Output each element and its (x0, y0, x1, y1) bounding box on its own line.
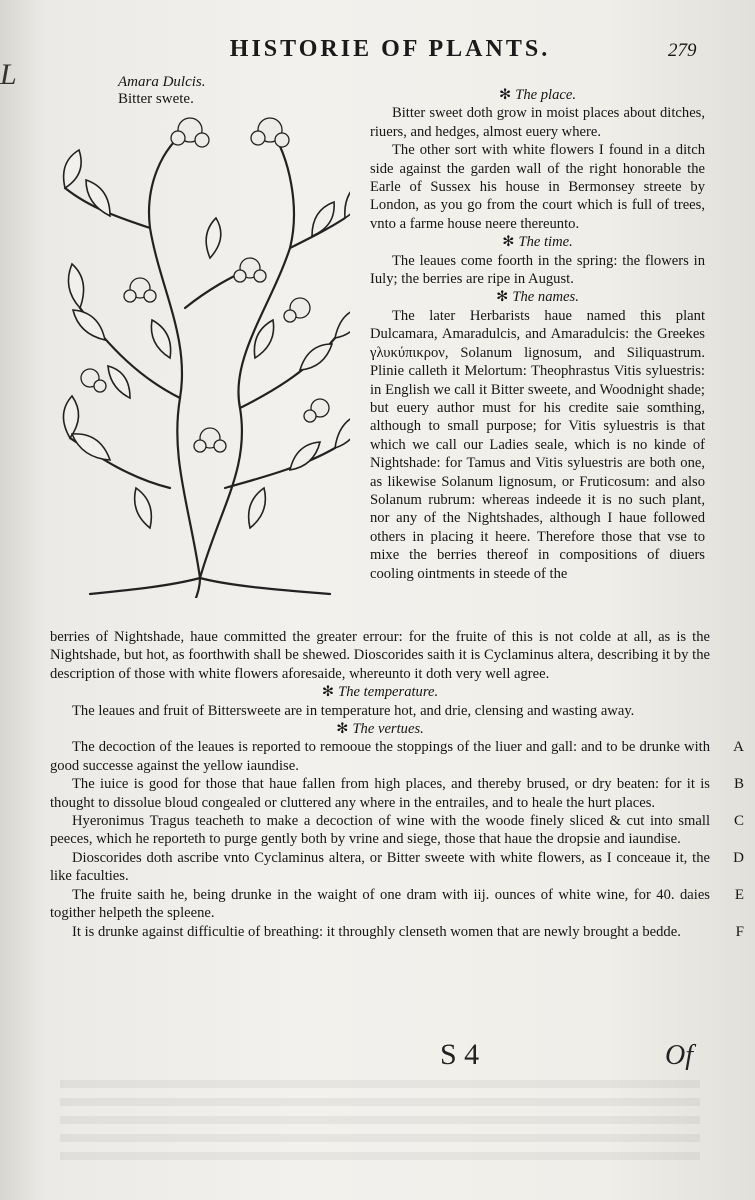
temperature-paragraph: The leaues and fruit of Bittersweete are in temperature hot, and drie, clensing and wasting away. (72, 702, 635, 719)
margin-mark: L (0, 58, 17, 91)
catchword: Of (665, 1040, 693, 1071)
virtue-paragraph-f: It is drunke against difficultie of breathing: it throughly clenseth women that are newly brought a bedde. F (72, 923, 744, 940)
margin-letter-b: B (733, 776, 744, 793)
heading-vertues: ✻ The vertues. (336, 721, 424, 738)
right-column-text (370, 86, 705, 583)
virtue-paragraph-e: The fruite saith he, being drunke in the waight of one dram with iij. ounces of white wine, for 40. daies togither helpeth the spleene. E (50, 886, 744, 922)
heading-place: ✻ The place. (498, 87, 577, 103)
place-paragraph-1: Bitter sweet doth grow in moist places about ditches, riuers, and hedges, almost euery where. (370, 105, 705, 140)
heading-temperature: ✻ The temperature. (321, 684, 439, 701)
full-width-text (50, 628, 744, 941)
bittersweet-woodcut-illustration (50, 108, 350, 598)
virtue-paragraph-a: The decoction of the leaues is reported to remooue the stoppings of the liuer and gall: and to be drunke with good successe against the yellow iaundise. A (50, 739, 744, 774)
heading-time: ✻ The time. (502, 234, 573, 251)
margin-letter-c: C (733, 813, 744, 830)
virtue-paragraph-c: Hyeronimus Tragus teacheth to make a decoction of wine with the woode finely sliced & cut into small peeces, which he reporteth to purge gently both by vrine and siege, those that haue the dropsie and iaundise. C (50, 813, 744, 848)
names-continuation: berries of Nightshade, haue committed the greater errour: for the fruite of this is not colde at all, as is the Nightshade, but hot, as foorthwith shall be shewed. Dioscorides saith it is Cyclaminus altera, describing it by the description of those with white flowers aforesaide, whereunto it doth very well agree. (50, 629, 710, 682)
running-title: HISTORIE OF PLANTS. (229, 36, 551, 62)
margin-letter-e: E (734, 886, 744, 903)
margin-letter-f: F (735, 923, 744, 940)
margin-letter-a: A (733, 739, 744, 756)
virtue-paragraph-b: The iuice is good for those that haue fallen from high places, and thereby brused, or dry beaten: for it is thought to dissolue bloud congealed or cluttered any where in the entrailes, and to heale the hurt places. B (50, 776, 744, 811)
margin-letter-d: D (733, 849, 744, 866)
plant-latin-name: Amara Dulcis. (118, 74, 206, 90)
show-through-texture (60, 1080, 700, 1160)
virtue-paragraph-d: Dioscorides doth ascribe vnto Cyclaminus altera, or Bitter sweete with white flowers, as I conceaue it, the like faculties. D (50, 849, 744, 885)
heading-names: ✻ The names. (496, 289, 579, 306)
signature-mark: S 4 (440, 1038, 480, 1071)
page-number: 279 (668, 40, 697, 61)
place-paragraph-2: The other sort with white flowers I found in a ditch side against the garden wall of the right honorable the Earle of Sussex his house in Bermonsey streete by London, as you go from the court which is full of trees, vnto a farme house neere thereunto. (370, 142, 705, 232)
plant-english-name: Bitter swete. (118, 91, 194, 107)
names-paragraph: The later Herbarists haue named this plant Dulcamara, Amaradulcis, and Amaradulcis: the Greekes γλυκύπικρον, Solanum lignosum, and Siliquastrum. Plinie calleth it Melortum: Theophrastus Vitis syluestris: in English we call it Bitter sweete, and Woodnight shade; but euery author must for his credite saie somthing, although to small purpose; for Vitis syluestris is that which we call our Ladies seale, which is no kinde of Nightshade: for Tamus and Vitis syluestris are both one, as likewise Solanum lignosum, or Fruticosum: and also Solanum rubrum: whereas indeede it is no such plant, nor any of the Nightshades, although I haue followed others in placing it heere. Therefore those that vse to mixe the berries thereof in compositions of diuers cooling ointments in steede of the (370, 307, 705, 582)
time-paragraph: The leaues come foorth in the spring: the flowers in Iuly; the berries are ripe in August. (370, 252, 705, 288)
